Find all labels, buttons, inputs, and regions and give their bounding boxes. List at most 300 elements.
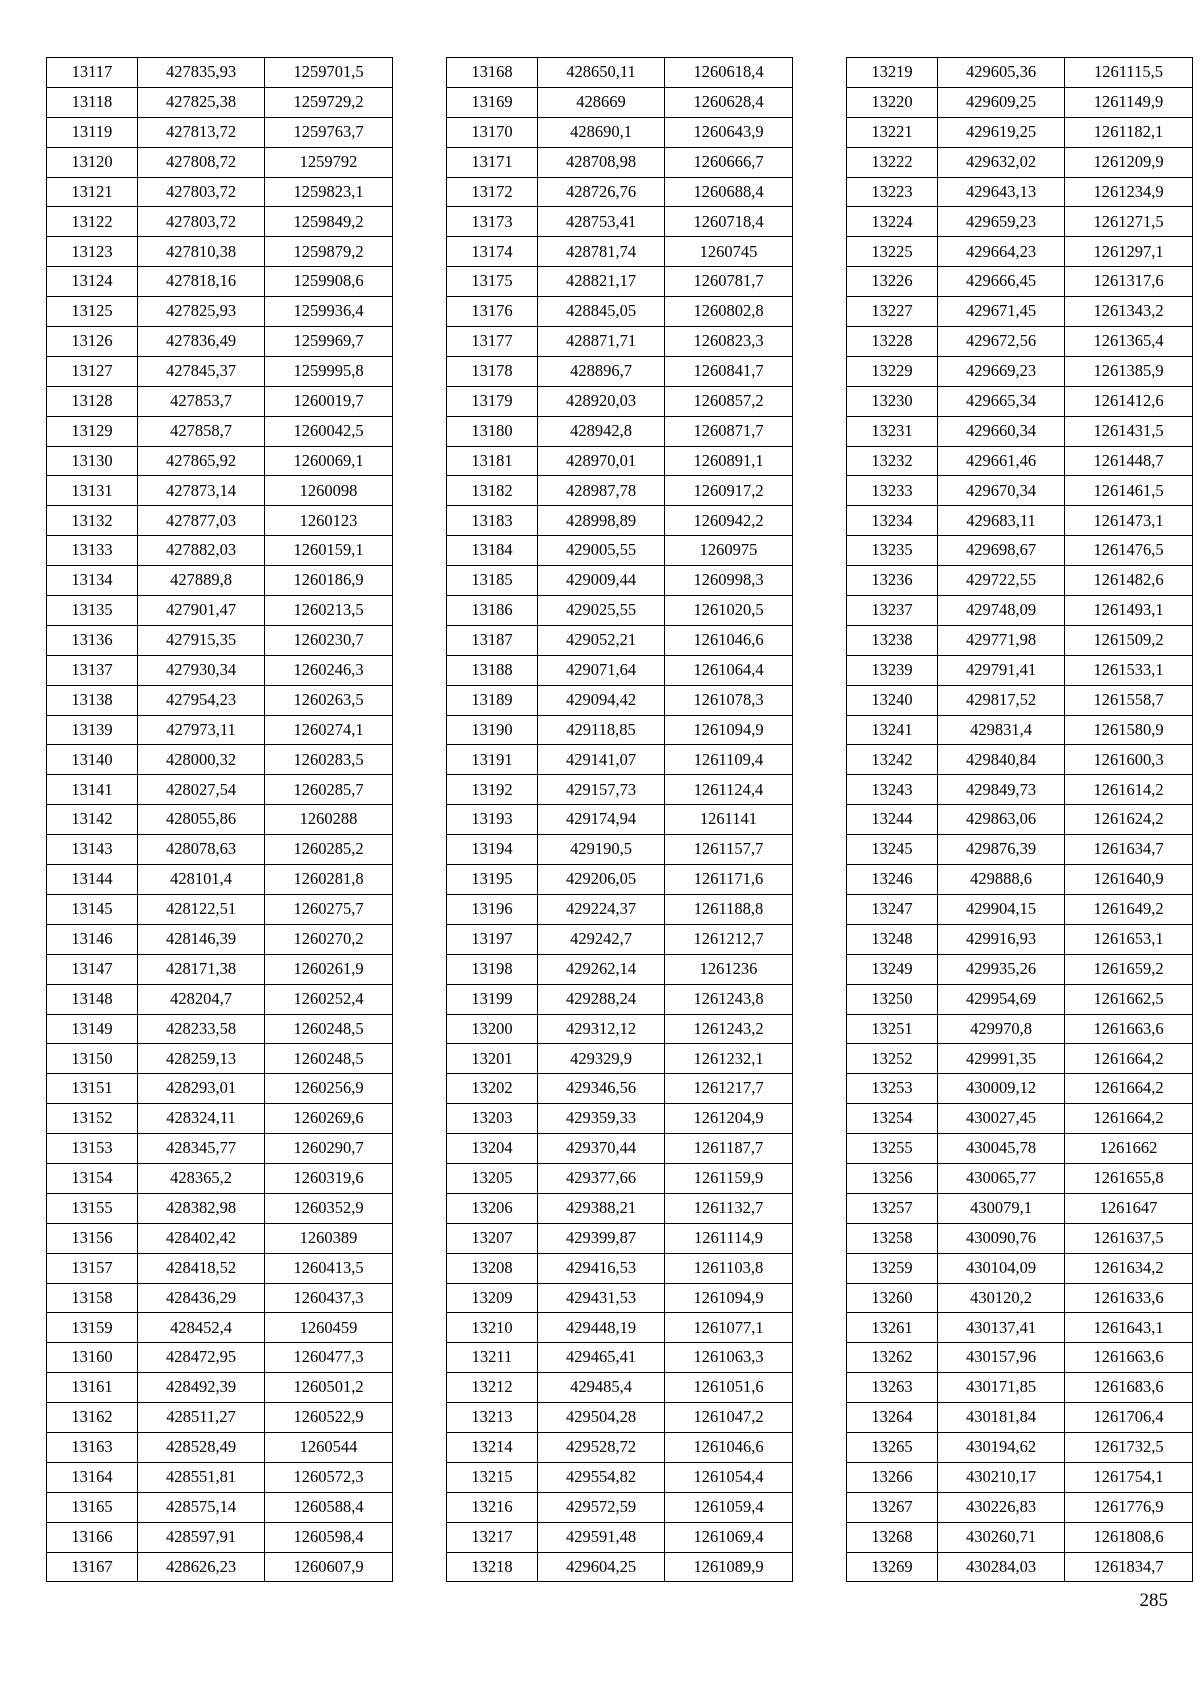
table-row	[847, 685, 1193, 715]
point-number-cell: 13190	[447, 715, 538, 745]
y-coordinate-cell: 1261209,9	[1065, 147, 1193, 177]
x-coordinate-cell: 429661,46	[938, 446, 1065, 476]
x-coordinate-cell: 428492,39	[138, 1373, 265, 1403]
x-coordinate-cell: 430079,1	[938, 1193, 1065, 1223]
x-coordinate-cell: 430120,2	[938, 1283, 1065, 1313]
x-coordinate-cell: 429388,21	[538, 1193, 665, 1223]
y-coordinate-cell: 1260019,7	[265, 386, 393, 416]
x-coordinate-cell: 428690,1	[538, 117, 665, 147]
point-number-cell: 13201	[447, 1044, 538, 1074]
y-coordinate-cell: 1261212,7	[665, 924, 793, 954]
table-row	[847, 894, 1193, 924]
table-row	[847, 1432, 1193, 1462]
x-coordinate-cell: 428101,4	[138, 865, 265, 895]
point-number-cell: 13221	[847, 117, 938, 147]
table-row	[447, 1253, 793, 1283]
x-coordinate-cell: 429840,84	[938, 745, 1065, 775]
table-row	[447, 237, 793, 267]
table-row	[847, 566, 1193, 596]
point-number-cell: 13199	[447, 984, 538, 1014]
point-number-cell: 13245	[847, 835, 938, 865]
y-coordinate-cell: 1261243,8	[665, 984, 793, 1014]
point-number-cell: 13152	[47, 1104, 138, 1134]
y-coordinate-cell: 1260123	[265, 506, 393, 536]
x-coordinate-cell: 429863,06	[938, 805, 1065, 835]
x-coordinate-cell: 429670,34	[938, 476, 1065, 506]
x-coordinate-cell: 428708,98	[538, 147, 665, 177]
table-row	[47, 177, 393, 207]
y-coordinate-cell: 1260975	[665, 536, 793, 566]
table-row	[47, 805, 393, 835]
table-row	[447, 1522, 793, 1552]
y-coordinate-cell: 1261103,8	[665, 1253, 793, 1283]
point-number-cell: 13239	[847, 655, 938, 685]
y-coordinate-cell: 1261533,1	[1065, 655, 1193, 685]
table-row	[847, 327, 1193, 357]
y-coordinate-cell: 1260942,2	[665, 506, 793, 536]
y-coordinate-cell: 1260437,3	[265, 1283, 393, 1313]
table-row	[447, 87, 793, 117]
point-number-cell: 13267	[847, 1492, 938, 1522]
table-row	[47, 984, 393, 1014]
y-coordinate-cell: 1260281,8	[265, 865, 393, 895]
y-coordinate-cell: 1261659,2	[1065, 954, 1193, 984]
table-row	[847, 87, 1193, 117]
y-coordinate-cell: 1260618,4	[665, 58, 793, 88]
point-number-cell: 13125	[47, 297, 138, 327]
y-coordinate-cell: 1261633,6	[1065, 1283, 1193, 1313]
point-number-cell: 13191	[447, 745, 538, 775]
x-coordinate-cell: 427973,11	[138, 715, 265, 745]
point-number-cell: 13187	[447, 625, 538, 655]
y-coordinate-cell: 1260802,8	[665, 297, 793, 327]
y-coordinate-cell: 1259908,6	[265, 267, 393, 297]
point-number-cell: 13182	[447, 476, 538, 506]
point-number-cell: 13238	[847, 625, 938, 655]
x-coordinate-cell: 429916,93	[938, 924, 1065, 954]
point-number-cell: 13196	[447, 894, 538, 924]
x-coordinate-cell: 429190,5	[538, 835, 665, 865]
point-number-cell: 13160	[47, 1343, 138, 1373]
table-row	[847, 1044, 1193, 1074]
table-row	[847, 1104, 1193, 1134]
x-coordinate-cell: 429262,14	[538, 954, 665, 984]
x-coordinate-cell: 429288,24	[538, 984, 665, 1014]
table-row	[847, 147, 1193, 177]
point-number-cell: 13153	[47, 1134, 138, 1164]
y-coordinate-cell: 1260666,7	[665, 147, 793, 177]
table-row	[47, 894, 393, 924]
table-row	[47, 117, 393, 147]
table-row	[47, 1223, 393, 1253]
point-number-cell: 13247	[847, 894, 938, 924]
point-number-cell: 13241	[847, 715, 938, 745]
x-coordinate-cell: 428027,54	[138, 775, 265, 805]
y-coordinate-cell: 1260274,1	[265, 715, 393, 745]
x-coordinate-cell: 430157,96	[938, 1343, 1065, 1373]
x-coordinate-cell: 430210,17	[938, 1462, 1065, 1492]
x-coordinate-cell: 430181,84	[938, 1403, 1065, 1433]
y-coordinate-cell: 1259936,4	[265, 297, 393, 327]
point-number-cell: 13212	[447, 1373, 538, 1403]
page-number: 285	[1139, 1590, 1168, 1611]
x-coordinate-cell: 428418,52	[138, 1253, 265, 1283]
y-coordinate-cell: 1261662,5	[1065, 984, 1193, 1014]
x-coordinate-cell: 429312,12	[538, 1014, 665, 1044]
x-coordinate-cell: 429431,53	[538, 1283, 665, 1313]
y-coordinate-cell: 1261149,9	[1065, 87, 1193, 117]
table-row	[47, 1343, 393, 1373]
y-coordinate-cell: 1260477,3	[265, 1343, 393, 1373]
point-number-cell: 13218	[447, 1552, 538, 1582]
table-row	[447, 1492, 793, 1522]
y-coordinate-cell: 1261182,1	[1065, 117, 1193, 147]
table-row	[47, 596, 393, 626]
y-coordinate-cell: 1260069,1	[265, 446, 393, 476]
table-row	[847, 1492, 1193, 1522]
x-coordinate-cell: 429817,52	[938, 685, 1065, 715]
x-coordinate-cell: 429831,4	[938, 715, 1065, 745]
table-row	[447, 1223, 793, 1253]
x-coordinate-cell: 428078,63	[138, 835, 265, 865]
x-coordinate-cell: 429370,44	[538, 1134, 665, 1164]
table-row	[47, 1014, 393, 1044]
y-coordinate-cell: 1260572,3	[265, 1462, 393, 1492]
y-coordinate-cell: 1260256,9	[265, 1074, 393, 1104]
x-coordinate-cell: 428575,14	[138, 1492, 265, 1522]
table-row	[447, 865, 793, 895]
table-row	[47, 297, 393, 327]
table-row	[847, 177, 1193, 207]
table-row	[47, 446, 393, 476]
table-row	[847, 865, 1193, 895]
point-number-cell: 13164	[47, 1462, 138, 1492]
y-coordinate-cell: 1260098	[265, 476, 393, 506]
point-number-cell: 13133	[47, 536, 138, 566]
point-number-cell: 13168	[447, 58, 538, 88]
x-coordinate-cell: 429071,64	[538, 655, 665, 685]
x-coordinate-cell: 428402,42	[138, 1223, 265, 1253]
table-row	[447, 1283, 793, 1313]
y-coordinate-cell: 1261664,2	[1065, 1104, 1193, 1134]
x-coordinate-cell: 428821,17	[538, 267, 665, 297]
point-number-cell: 13138	[47, 685, 138, 715]
point-number-cell: 13216	[447, 1492, 538, 1522]
y-coordinate-cell: 1260857,2	[665, 386, 793, 416]
point-number-cell: 13242	[847, 745, 938, 775]
point-number-cell: 13263	[847, 1373, 938, 1403]
point-number-cell: 13226	[847, 267, 938, 297]
y-coordinate-cell: 1261051,6	[665, 1373, 793, 1403]
y-coordinate-cell: 1260781,7	[665, 267, 793, 297]
x-coordinate-cell: 430194,62	[938, 1432, 1065, 1462]
x-coordinate-cell: 427825,38	[138, 87, 265, 117]
x-coordinate-cell: 429771,98	[938, 625, 1065, 655]
point-number-cell: 13219	[847, 58, 938, 88]
table-row	[447, 536, 793, 566]
x-coordinate-cell: 428987,78	[538, 476, 665, 506]
table-row	[47, 1134, 393, 1164]
y-coordinate-cell: 1261655,8	[1065, 1163, 1193, 1193]
table-row	[447, 147, 793, 177]
y-coordinate-cell: 1260213,5	[265, 596, 393, 626]
table-row	[447, 924, 793, 954]
table-row	[47, 416, 393, 446]
x-coordinate-cell: 428122,51	[138, 894, 265, 924]
y-coordinate-cell: 1260248,5	[265, 1014, 393, 1044]
table-row	[47, 536, 393, 566]
y-coordinate-cell: 1261059,4	[665, 1492, 793, 1522]
table-row	[47, 386, 393, 416]
y-coordinate-cell: 1259792	[265, 147, 393, 177]
x-coordinate-cell: 429485,4	[538, 1373, 665, 1403]
table-row	[847, 1014, 1193, 1044]
point-number-cell: 13146	[47, 924, 138, 954]
y-coordinate-cell: 1261732,5	[1065, 1432, 1193, 1462]
x-coordinate-cell: 429970,8	[938, 1014, 1065, 1044]
point-number-cell: 13194	[447, 835, 538, 865]
point-number-cell: 13141	[47, 775, 138, 805]
table-row	[47, 58, 393, 88]
point-number-cell: 13169	[447, 87, 538, 117]
table-row	[847, 924, 1193, 954]
y-coordinate-cell: 1260270,2	[265, 924, 393, 954]
x-coordinate-cell: 427853,7	[138, 386, 265, 416]
x-coordinate-cell: 429448,19	[538, 1313, 665, 1343]
x-coordinate-cell: 428452,4	[138, 1313, 265, 1343]
table-row	[47, 775, 393, 805]
x-coordinate-cell: 429329,9	[538, 1044, 665, 1074]
table-row	[47, 1492, 393, 1522]
x-coordinate-cell: 429242,7	[538, 924, 665, 954]
x-coordinate-cell: 428597,91	[138, 1522, 265, 1552]
table-row	[847, 1193, 1193, 1223]
x-coordinate-cell: 429991,35	[938, 1044, 1065, 1074]
y-coordinate-cell: 1261157,7	[665, 835, 793, 865]
y-coordinate-cell: 1260269,6	[265, 1104, 393, 1134]
x-coordinate-cell: 429664,23	[938, 237, 1065, 267]
point-number-cell: 13179	[447, 386, 538, 416]
point-number-cell: 13193	[447, 805, 538, 835]
y-coordinate-cell: 1260643,9	[665, 117, 793, 147]
y-coordinate-cell: 1260998,3	[665, 566, 793, 596]
x-coordinate-cell: 429465,41	[538, 1343, 665, 1373]
table-row	[847, 1403, 1193, 1433]
table-row	[447, 58, 793, 88]
table-row	[47, 1283, 393, 1313]
y-coordinate-cell: 1260290,7	[265, 1134, 393, 1164]
y-coordinate-cell: 1261317,6	[1065, 267, 1193, 297]
table-row	[47, 327, 393, 357]
x-coordinate-cell: 428472,95	[138, 1343, 265, 1373]
y-coordinate-cell: 1260389	[265, 1223, 393, 1253]
x-coordinate-cell: 428171,38	[138, 954, 265, 984]
point-number-cell: 13243	[847, 775, 938, 805]
x-coordinate-cell: 427835,93	[138, 58, 265, 88]
x-coordinate-cell: 428920,03	[538, 386, 665, 416]
y-coordinate-cell: 1261141	[665, 805, 793, 835]
y-coordinate-cell: 1261706,4	[1065, 1403, 1193, 1433]
table-row	[447, 1134, 793, 1164]
table-row	[447, 1432, 793, 1462]
table-row	[847, 1462, 1193, 1492]
point-number-cell: 13126	[47, 327, 138, 357]
y-coordinate-cell: 1260501,2	[265, 1373, 393, 1403]
point-number-cell: 13246	[847, 865, 938, 895]
point-number-cell: 13244	[847, 805, 938, 835]
y-coordinate-cell: 1259701,5	[265, 58, 393, 88]
x-coordinate-cell: 427808,72	[138, 147, 265, 177]
x-coordinate-cell: 429683,11	[938, 506, 1065, 536]
table-row	[447, 1373, 793, 1403]
point-number-cell: 13255	[847, 1134, 938, 1164]
x-coordinate-cell: 429904,15	[938, 894, 1065, 924]
table-row	[847, 237, 1193, 267]
x-coordinate-cell: 428726,76	[538, 177, 665, 207]
y-coordinate-cell: 1261171,6	[665, 865, 793, 895]
point-number-cell: 13180	[447, 416, 538, 446]
y-coordinate-cell: 1260413,5	[265, 1253, 393, 1283]
y-coordinate-cell: 1261385,9	[1065, 356, 1193, 386]
x-coordinate-cell: 428753,41	[538, 207, 665, 237]
table-row	[447, 327, 793, 357]
point-number-cell: 13198	[447, 954, 538, 984]
x-coordinate-cell: 429659,23	[938, 207, 1065, 237]
table-row	[447, 1044, 793, 1074]
y-coordinate-cell: 1261776,9	[1065, 1492, 1193, 1522]
point-number-cell: 13129	[47, 416, 138, 446]
y-coordinate-cell: 1261431,5	[1065, 416, 1193, 446]
point-number-cell: 13122	[47, 207, 138, 237]
point-number-cell: 13225	[847, 237, 938, 267]
y-coordinate-cell: 1260459	[265, 1313, 393, 1343]
x-coordinate-cell: 429619,25	[938, 117, 1065, 147]
y-coordinate-cell: 1261159,9	[665, 1163, 793, 1193]
table-row	[447, 386, 793, 416]
x-coordinate-cell: 428650,11	[538, 58, 665, 88]
y-coordinate-cell: 1261046,6	[665, 625, 793, 655]
table-row	[847, 476, 1193, 506]
point-number-cell: 13208	[447, 1253, 538, 1283]
point-number-cell: 13178	[447, 356, 538, 386]
x-coordinate-cell: 429669,23	[938, 356, 1065, 386]
point-number-cell: 13155	[47, 1193, 138, 1223]
x-coordinate-cell: 429671,45	[938, 297, 1065, 327]
point-number-cell: 13159	[47, 1313, 138, 1343]
y-coordinate-cell: 1261476,5	[1065, 536, 1193, 566]
table-row	[847, 1223, 1193, 1253]
x-coordinate-cell: 427858,7	[138, 416, 265, 446]
table-row	[47, 237, 393, 267]
table-row	[447, 446, 793, 476]
y-coordinate-cell: 1260607,9	[265, 1552, 393, 1582]
x-coordinate-cell: 427803,72	[138, 177, 265, 207]
x-coordinate-cell: 430027,45	[938, 1104, 1065, 1134]
y-coordinate-cell: 1260352,9	[265, 1193, 393, 1223]
x-coordinate-cell: 428626,23	[138, 1552, 265, 1582]
point-number-cell: 13173	[447, 207, 538, 237]
table-row	[447, 566, 793, 596]
point-number-cell: 13149	[47, 1014, 138, 1044]
table-row	[847, 1373, 1193, 1403]
y-coordinate-cell: 1261493,1	[1065, 596, 1193, 626]
point-number-cell: 13231	[847, 416, 938, 446]
x-coordinate-cell: 429118,85	[538, 715, 665, 745]
x-coordinate-cell: 427825,93	[138, 297, 265, 327]
table-row	[47, 715, 393, 745]
point-number-cell: 13127	[47, 356, 138, 386]
point-number-cell: 13260	[847, 1283, 938, 1313]
table-row	[47, 506, 393, 536]
point-number-cell: 13184	[447, 536, 538, 566]
table-row	[447, 117, 793, 147]
point-number-cell: 13222	[847, 147, 938, 177]
x-coordinate-cell: 428942,8	[538, 416, 665, 446]
y-coordinate-cell: 1260285,7	[265, 775, 393, 805]
y-coordinate-cell: 1261047,2	[665, 1403, 793, 1433]
x-coordinate-cell: 430137,41	[938, 1313, 1065, 1343]
point-number-cell: 13204	[447, 1134, 538, 1164]
y-coordinate-cell: 1261109,4	[665, 745, 793, 775]
point-number-cell: 13235	[847, 536, 938, 566]
x-coordinate-cell: 430260,71	[938, 1522, 1065, 1552]
y-coordinate-cell: 1261509,2	[1065, 625, 1193, 655]
x-coordinate-cell: 429604,25	[538, 1552, 665, 1582]
point-number-cell: 13227	[847, 297, 938, 327]
point-number-cell: 13232	[847, 446, 938, 476]
y-coordinate-cell: 1261064,4	[665, 655, 793, 685]
table-row	[47, 1432, 393, 1462]
y-coordinate-cell: 1261664,2	[1065, 1044, 1193, 1074]
point-number-cell: 13158	[47, 1283, 138, 1313]
table-row	[47, 954, 393, 984]
x-coordinate-cell: 428871,71	[538, 327, 665, 357]
x-coordinate-cell: 429025,55	[538, 596, 665, 626]
table-row	[447, 207, 793, 237]
y-coordinate-cell: 1260285,2	[265, 835, 393, 865]
x-coordinate-cell: 427954,23	[138, 685, 265, 715]
table-row	[447, 1343, 793, 1373]
x-coordinate-cell: 427889,8	[138, 566, 265, 596]
y-coordinate-cell: 1261754,1	[1065, 1462, 1193, 1492]
y-coordinate-cell: 1260319,6	[265, 1163, 393, 1193]
x-coordinate-cell: 428845,05	[538, 297, 665, 327]
y-coordinate-cell: 1261482,6	[1065, 566, 1193, 596]
y-coordinate-cell: 1261204,9	[665, 1104, 793, 1134]
y-coordinate-cell: 1261236	[665, 954, 793, 984]
y-coordinate-cell: 1261662	[1065, 1134, 1193, 1164]
point-number-cell: 13177	[447, 327, 538, 357]
point-number-cell: 13215	[447, 1462, 538, 1492]
y-coordinate-cell: 1261271,5	[1065, 207, 1193, 237]
x-coordinate-cell: 428998,89	[538, 506, 665, 536]
table-row	[47, 1462, 393, 1492]
point-number-cell: 13189	[447, 685, 538, 715]
table-row	[47, 1163, 393, 1193]
point-number-cell: 13139	[47, 715, 138, 745]
point-number-cell: 13140	[47, 745, 138, 775]
point-number-cell: 13258	[847, 1223, 938, 1253]
table-row	[447, 356, 793, 386]
x-coordinate-cell: 429572,59	[538, 1492, 665, 1522]
table-row	[47, 1253, 393, 1283]
point-number-cell: 13132	[47, 506, 138, 536]
point-number-cell: 13147	[47, 954, 138, 984]
table-row	[47, 476, 393, 506]
x-coordinate-cell: 429665,34	[938, 386, 1065, 416]
y-coordinate-cell: 1261634,2	[1065, 1253, 1193, 1283]
x-coordinate-cell: 427865,92	[138, 446, 265, 476]
